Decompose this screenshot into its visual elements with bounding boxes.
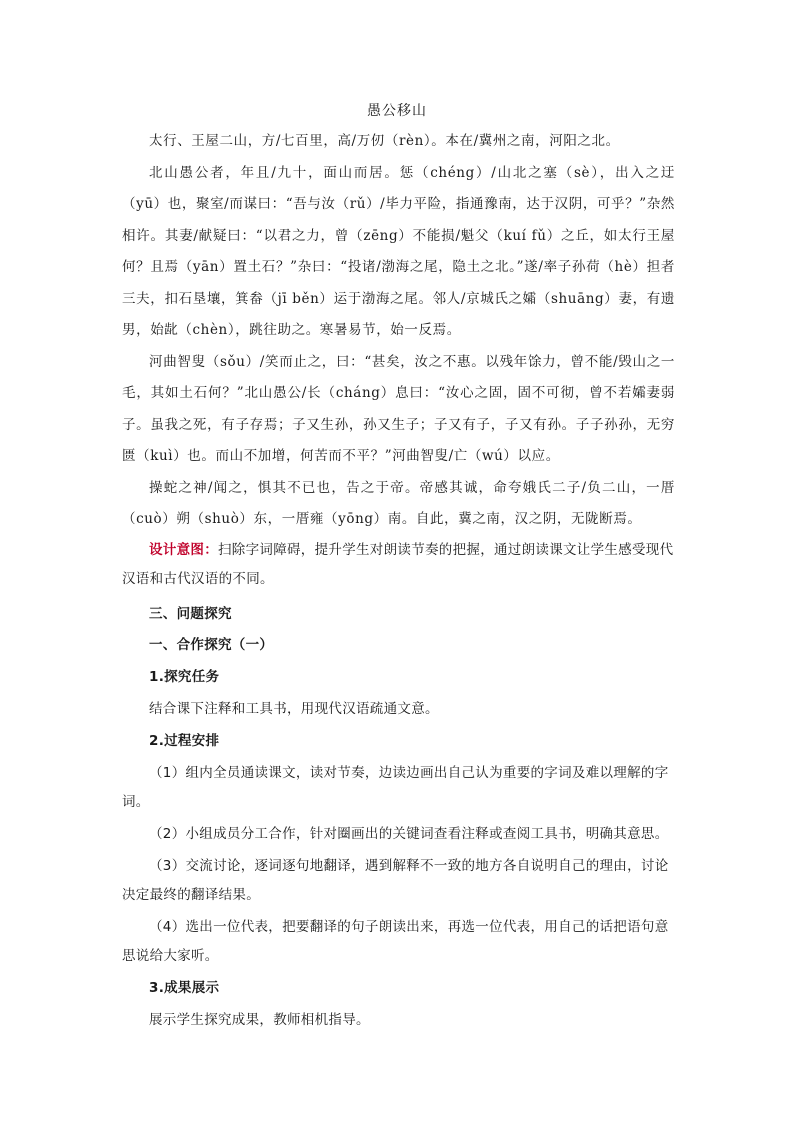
poem-paragraph: 太行、王屋二山，方/七百里，高/万仞（rèn）。本在/冀州之南，河阳之北。 (149, 133, 620, 149)
lesson-body (122, 536, 675, 1035)
process-step: （2）小组成员分工合作，针对圈画出的关键词查看注释或查阅工具书，明确其意思。 (149, 826, 669, 842)
process-step: （4）选出一位代表，把要翻译的句子朗读出来，再选一位代表，用自己的话把语句意思说给大家听。 (122, 919, 669, 964)
poem-paragraph: 北山愚公者，年且/九十，面山而居。惩（chéng）/山北之塞（sè），出入之迂（yū）也，聚室/而谋曰：“吾与汝（rǔ）/毕力平险，指通豫南，达于汉阴，可乎？”杂然相许。其妻/献疑曰：“以君之力，曾（zēng）不能损/魁父（kuí fǔ）之丘，如太行王屋何？且焉（yān）置土石？”杂曰：“投诸/渤海之尾，隐土之北。”遂/率子孙荷（hè）担者三夫，扣石垦壤，箕畚（jī běn）运于渤海之尾。邻人/京城氏之孀（shuāng）妻，有遗男，始龀（chèn），跳往助之。寒暑易节，始一反焉。 (122, 164, 675, 338)
poem-body (122, 126, 675, 536)
result-heading: 3.成果展示 (149, 980, 220, 996)
poem-paragraph: 河曲智叟（sǒu）/笑而止之，曰：“甚矣，汝之不惠。以残年馀力，曾不能/毁山之一毛，其如土石何？”北山愚公/长（cháng）息曰：“汝心之固，固不可彻，曾不若孀妻弱子。虽我之死，有子存焉；子又生孙，孙又生子；子又有子，子又有孙。子子孙孙，无穷匮（kuì）也。而山不加增，何苦而不平？”河曲智叟/亡（wú）以应。 (122, 353, 675, 464)
design-intent-label: 设计意图： (149, 542, 218, 558)
result-text: 展示学生探究成果，教师相机指导。 (149, 1012, 370, 1028)
task-heading: 1.探究任务 (149, 669, 220, 685)
poem-title: 愚公移山 (367, 103, 427, 119)
process-heading: 2.过程安排 (149, 733, 220, 749)
section-heading: 三、问题探究 (149, 606, 232, 622)
process-step: （3）交流讨论，逐词逐句地翻译，遇到解释不一致的地方各自说明自己的理由，讨论决定最终的翻译结果。 (122, 858, 669, 903)
task-text: 结合课下注释和工具书，用现代汉语疏通文意。 (149, 701, 439, 717)
design-intent (122, 536, 675, 594)
process-step: （1）组内全员通读课文，读对节奏，边读边画出自己认为重要的字词及难以理解的字词。 (122, 765, 669, 810)
poem-paragraph: 操蛇之神/闻之，惧其不已也，告之于帝。帝感其诚，命夸娥氏二子/负二山，一厝（cuò）朔（shuò）东，一厝雍（yōng）南。自此，冀之南，汉之阴，无陇断焉。 (122, 479, 675, 527)
subsection-heading: 一、合作探究（一） (149, 637, 274, 653)
design-intent-text: 扫除字词障碍，提升学生对朗读节奏的把握，通过朗读课文让学生感受现代汉语和古代汉语的不同。 (122, 542, 674, 587)
